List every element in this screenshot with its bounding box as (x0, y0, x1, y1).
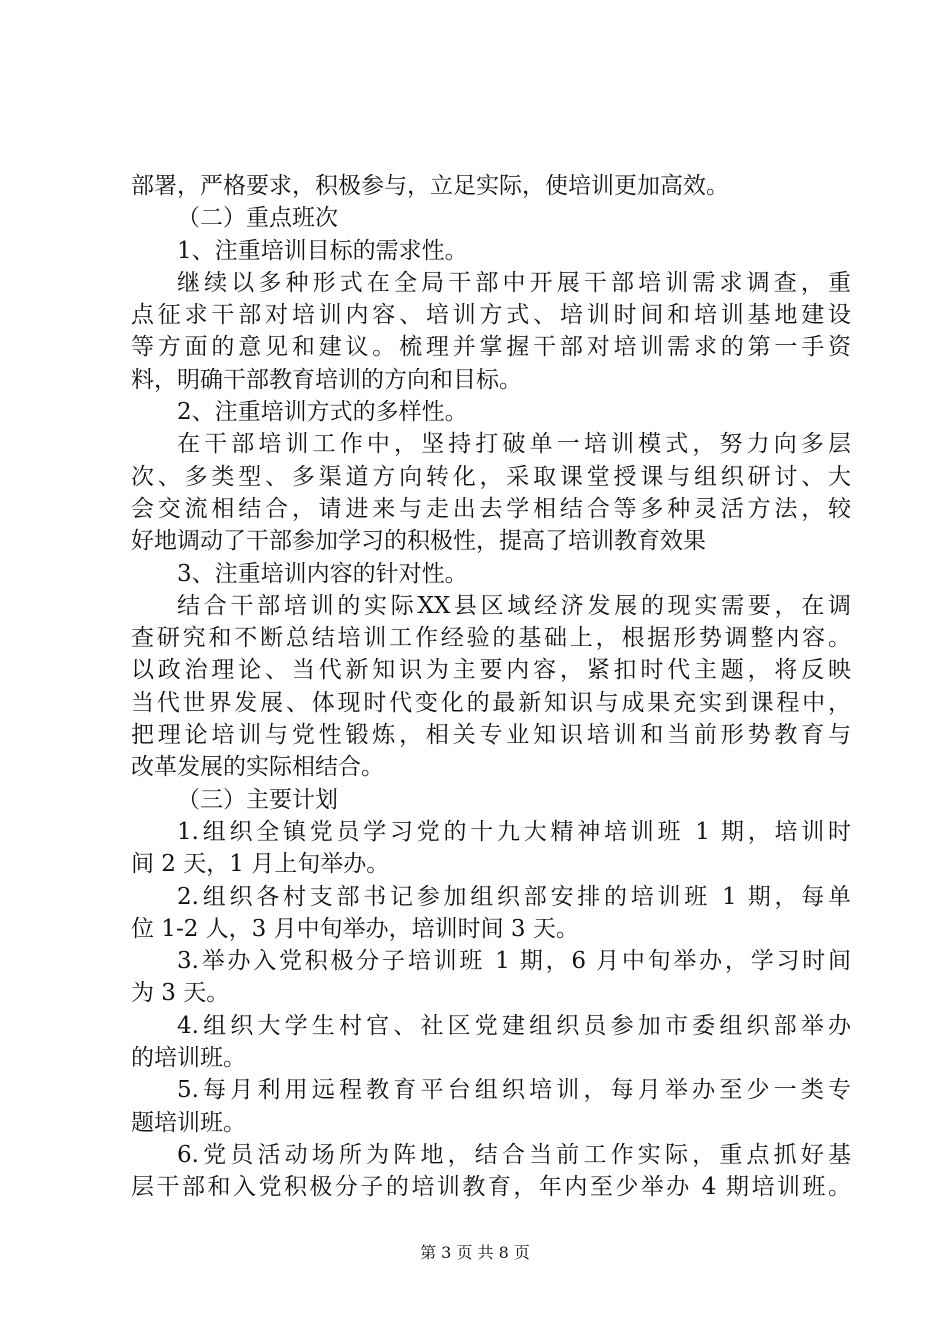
text-line: 改革发展的实际相结合。 (131, 754, 384, 781)
text-line: 把理论培训与党性锻炼，相关专业知识培训和当前形势教育与 (131, 722, 851, 749)
text-line: 次、多类型、多渠道方向转化，采取课堂授课与组织研讨、大 (131, 463, 851, 490)
text-line: 以政治理论、当代新知识为主要内容，紧扣时代主题，将反映 (131, 657, 851, 684)
text-line: 料，明确干部教育培训的方向和目标。 (131, 366, 522, 393)
text-line: 在干部培训工作中，坚持打破单一培训模式，努力向多层 (177, 431, 851, 458)
text-line: 3.举办入党积极分子培训班 1 期，6 月中旬举办，学习时间 (177, 948, 851, 975)
text-line: 当代世界发展、体现时代变化的最新知识与成果充实到课程中， (131, 689, 851, 716)
text-line: 继续以多种形式在全局干部中开展干部培训需求调查，重 (177, 269, 851, 296)
text-line: 2.组织各村支部书记参加组织部安排的培训班 1 期，每单 (177, 883, 851, 910)
text-line: 部署，严格要求，积极参与，立足实际，使培训更加高效。 (131, 173, 729, 199)
text-line: 间 2 天，1 月上旬举办。 (131, 851, 390, 878)
text-line: （三）主要计划 (177, 786, 338, 813)
text-line: 的培训班。 (131, 1045, 246, 1072)
text-line: 结合干部培训的实际XX县区域经济发展的现实需要，在调 (177, 592, 851, 619)
document-body (131, 170, 851, 1204)
text-line: 查研究和不断总结培训工作经验的基础上，根据形势调整内容。 (131, 625, 851, 652)
text-line: 等方面的意见和建议。梳理并掌握干部对培训需求的第一手资 (131, 334, 851, 361)
page-footer: 第 3 页 共 8 页 (420, 1243, 530, 1262)
text-line: 会交流相结合，请进来与走出去学相结合等多种灵活方法，较 (131, 495, 851, 522)
text-line: 1.组织全镇党员学习党的十九大精神培训班 1 期，培训时 (177, 818, 851, 845)
text-line: 层干部和入党积极分子的培训教育，年内至少举办 4 期培训班。 (131, 1174, 851, 1201)
text-line: 1、注重培训目标的需求性。 (177, 237, 468, 264)
text-line: 2、注重培训方式的多样性。 (177, 399, 468, 426)
text-line: 题培训班。 (131, 1109, 246, 1136)
text-line: 位 1-2 人，3 月中旬举办，培训时间 3 天。 (131, 915, 579, 942)
text-line: 4.组织大学生村官、社区党建组织员参加市委组织部举办 (177, 1012, 851, 1039)
text-line: 3、注重培训内容的针对性。 (177, 560, 468, 587)
text-line: 5.每月利用远程教育平台组织培训，每月举办至少一类专 (177, 1077, 851, 1104)
text-line: （二）重点班次 (177, 205, 338, 232)
text-line: 点征求干部对培训内容、培训方式、培训时间和培训基地建设 (131, 302, 851, 329)
text-line: 好地调动了干部参加学习的积极性，提高了培训教育效果 (131, 528, 706, 555)
text-line: 为 3 天。 (131, 980, 230, 1007)
text-line: 6.党员活动场所为阵地，结合当前工作实际，重点抓好基 (177, 1141, 851, 1168)
